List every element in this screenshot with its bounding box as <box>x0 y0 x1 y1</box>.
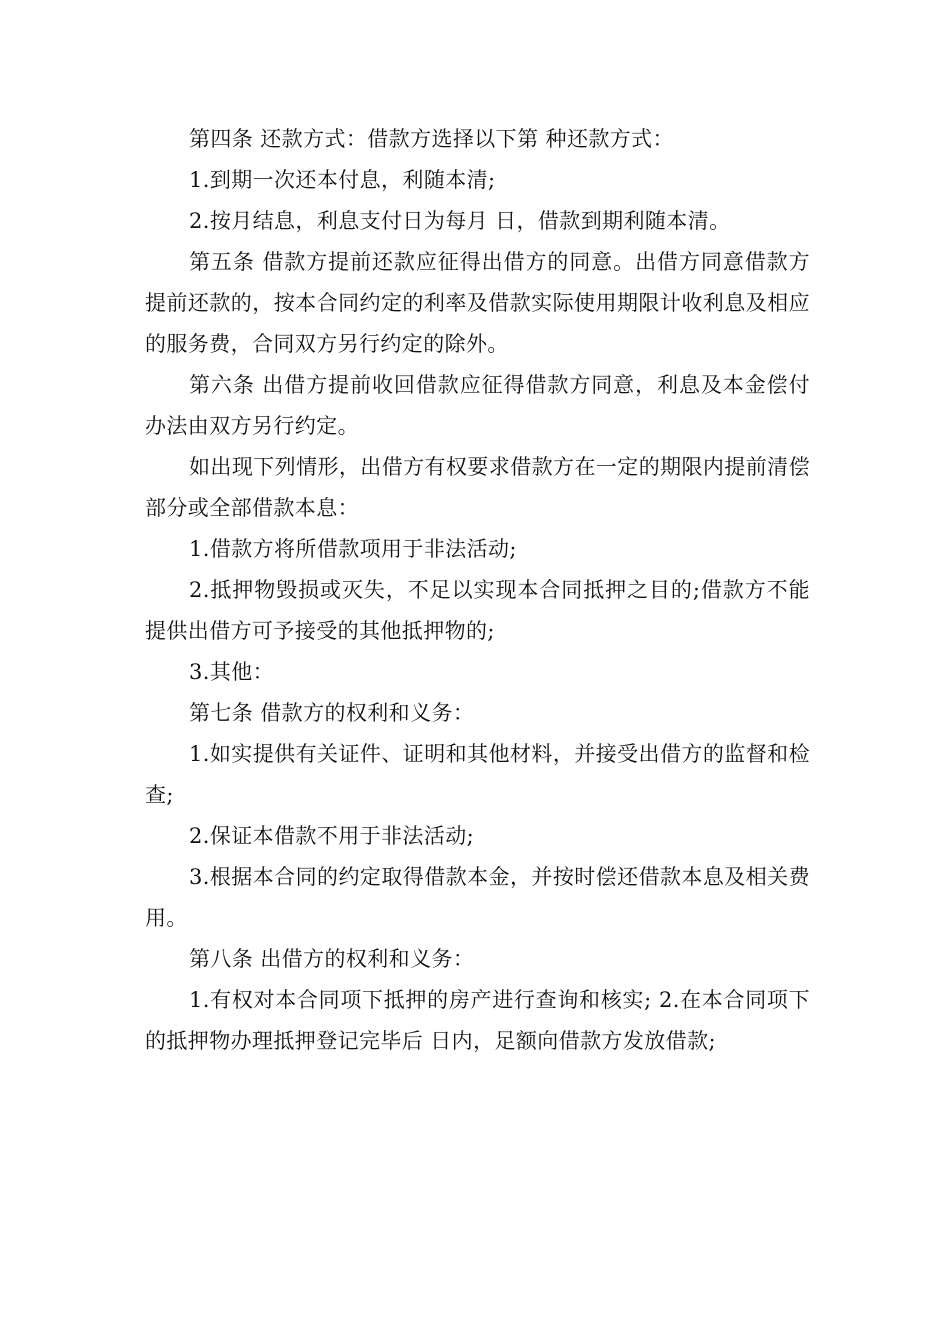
article-4-option-1: 1.到期一次还本付息，利随本清; <box>189 168 496 192</box>
article-7-item-1: 1.如实提供有关证件、证明和其他材料，并接受出借方的监督和检查; <box>145 742 810 807</box>
article-7-item-2: 2.保证本借款不用于非法活动; <box>189 824 475 848</box>
article-8-items: 1.有权对本合同项下抵押的房产进行查询和核实; 2.在本合同项下的抵押物办理抵押登记完毕后 日内，足额向借款方发放借款; <box>145 988 810 1053</box>
article-4-heading: 第四条 还款方式：借款方选择以下第 种还款方式： <box>189 127 674 151</box>
article-6-conditions-intro: 如出现下列情形，出借方有权要求借款方在一定的期限内提前清偿部分或全部借款本息： <box>145 455 810 520</box>
article-4-option-2: 2.按月结息，利息支付日为每月 日，借款到期利随本清。 <box>189 209 731 233</box>
article-6-condition-1: 1.借款方将所借款项用于非法活动; <box>189 537 517 561</box>
article-7-heading: 第七条 借款方的权利和义务： <box>189 701 475 725</box>
article-7-item-3: 3.根据本合同的约定取得借款本金，并按时偿还借款本息及相关费用。 <box>145 865 810 930</box>
document-body <box>145 119 810 1062</box>
article-8-heading: 第八条 出借方的权利和义务： <box>189 947 475 971</box>
article-6-condition-2: 2.抵押物毁损或灭失，不足以实现本合同抵押之目的;借款方不能提供出借方可予接受的其他抵押物的; <box>145 578 810 643</box>
article-5: 第五条 借款方提前还款应征得出借方的同意。出借方同意借款方提前还款的，按本合同约定的利率及借款实际使用期限计收利息及相应的服务费，合同双方另行约定的除外。 <box>145 250 810 356</box>
article-6-condition-3: 3.其他： <box>189 660 275 684</box>
article-6: 第六条 出借方提前收回借款应征得借款方同意，利息及本金偿付办法由双方另行约定。 <box>145 373 810 438</box>
